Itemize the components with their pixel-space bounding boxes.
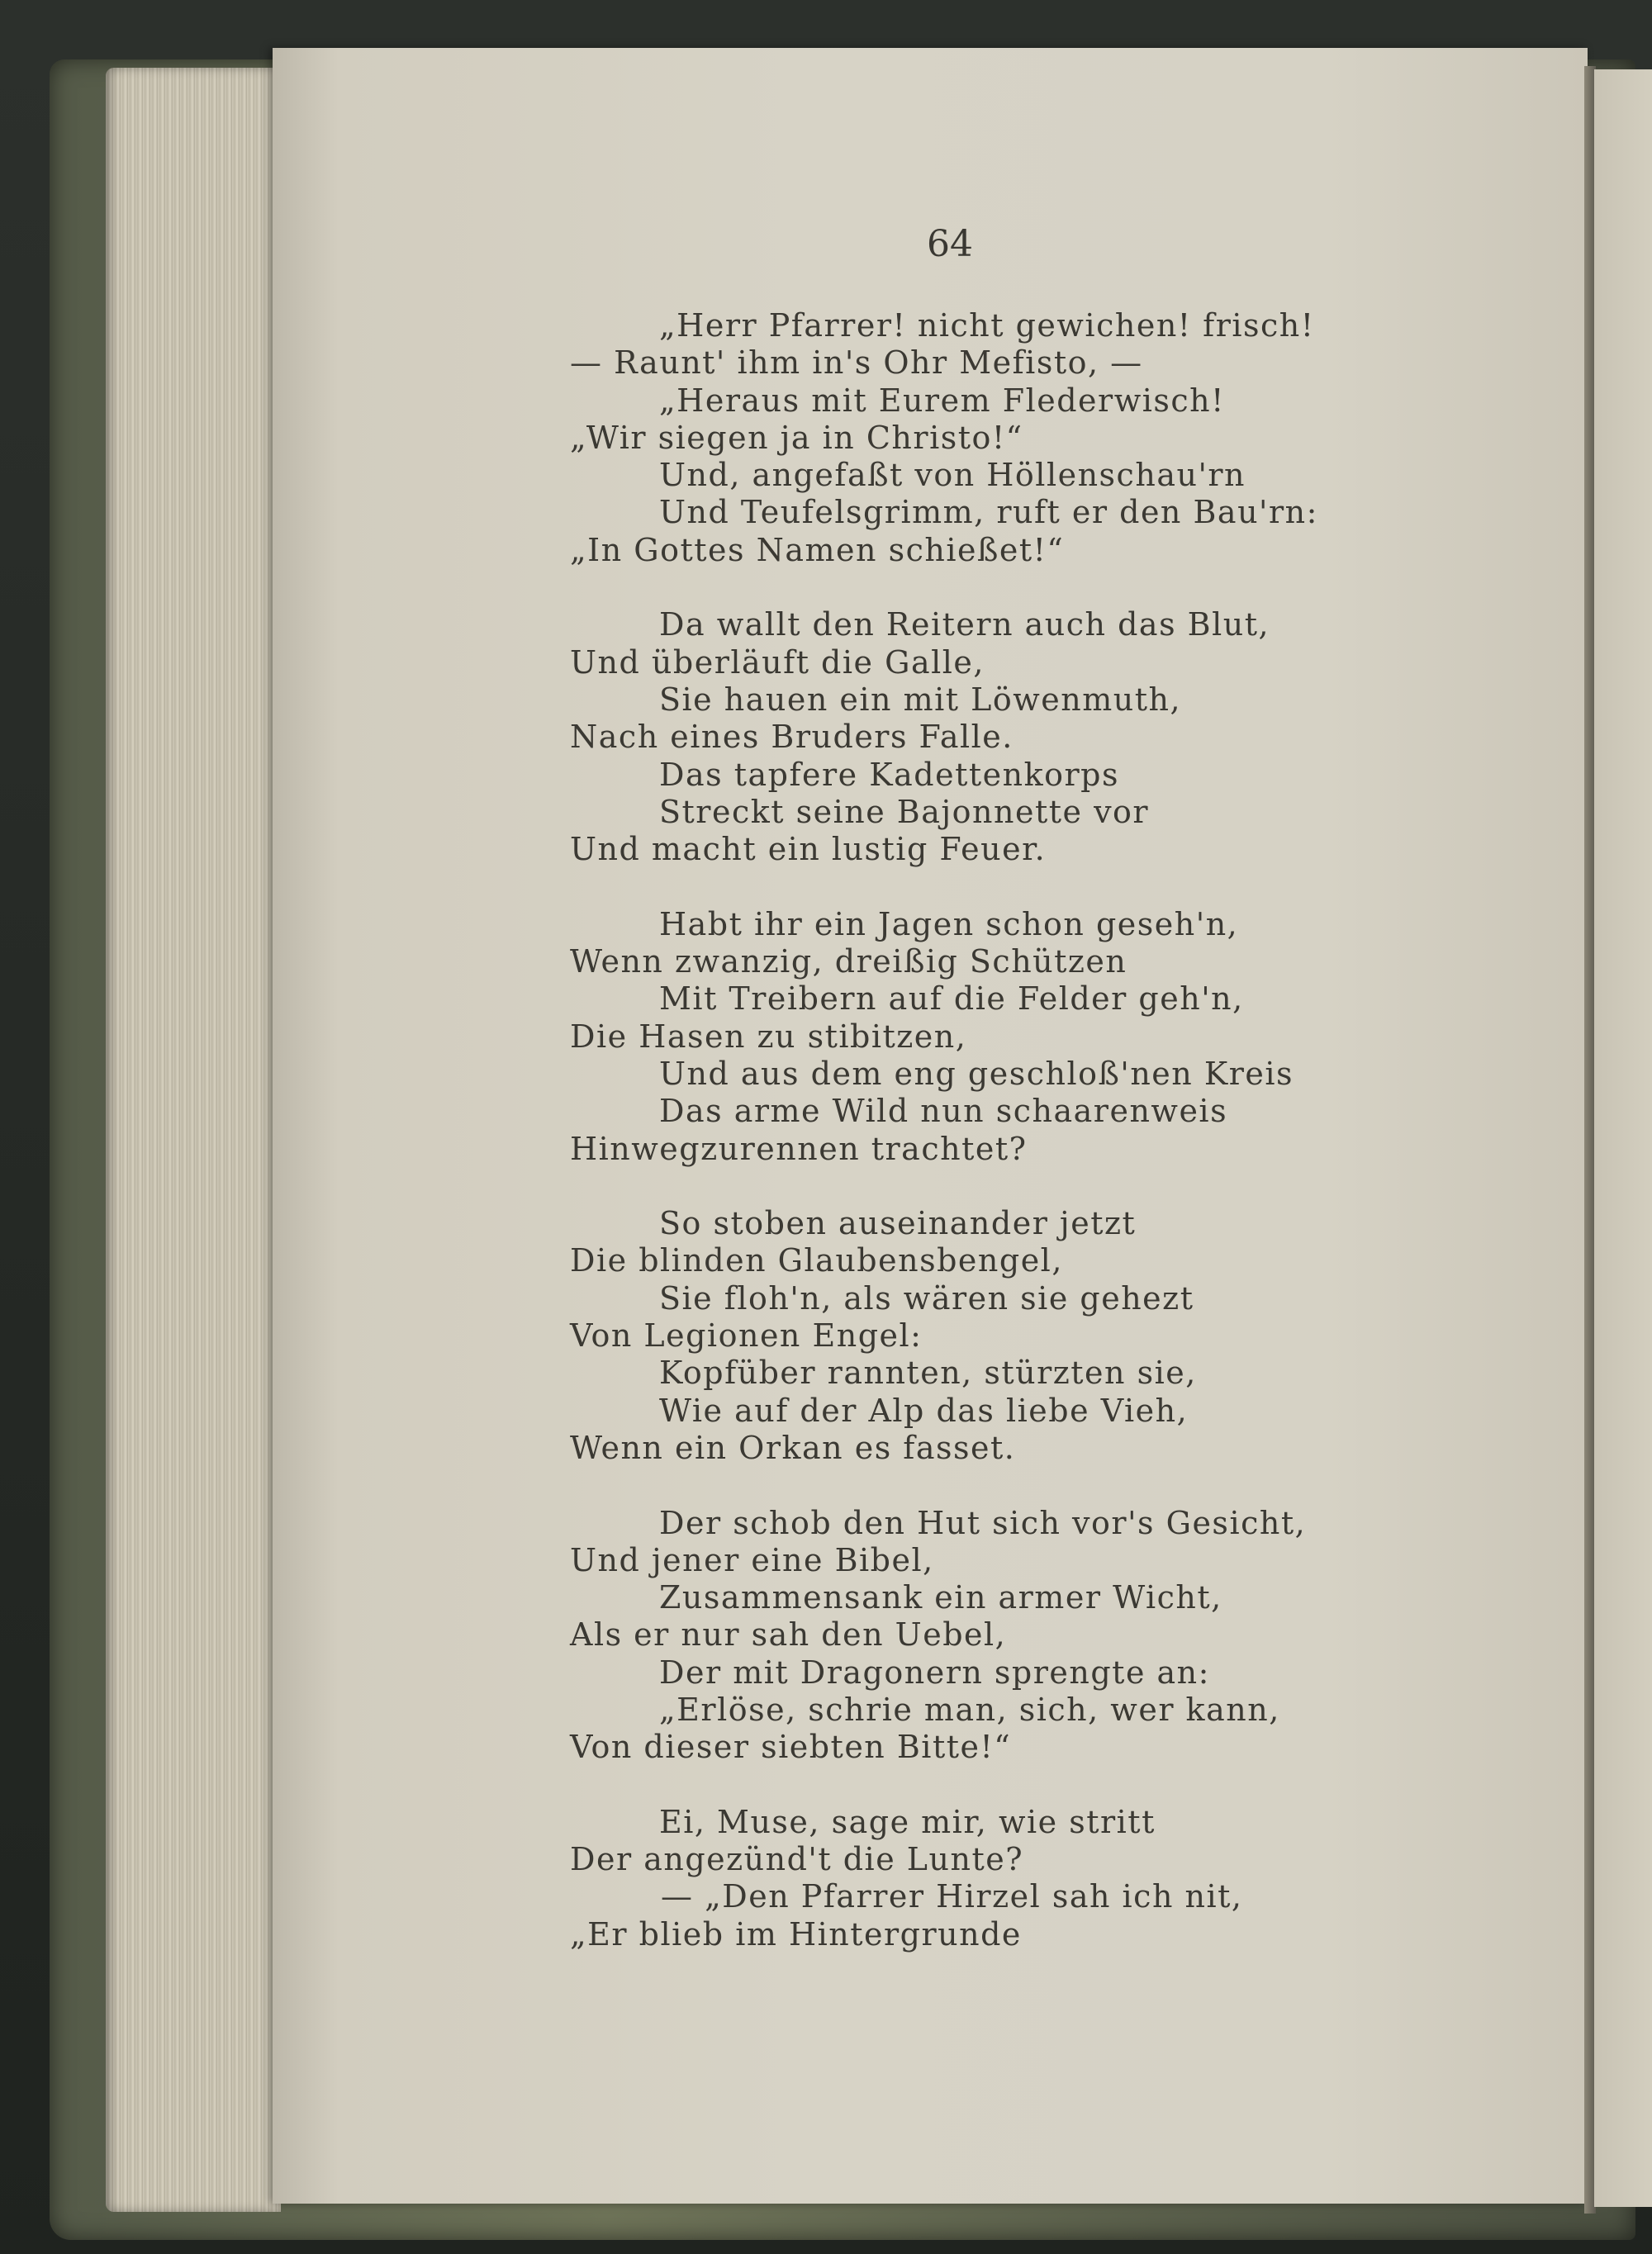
poem-line: „Er blieb im Hintergrunde <box>570 1915 1022 1953</box>
stanza <box>570 1505 1512 1767</box>
poem-line: Und, angefaßt von Höllenschau'rn <box>659 457 1246 494</box>
poem-line: Habt ihr ein Jagen schon geseh'n, <box>659 905 1239 942</box>
poem-line: Da wallt den Reitern auch das Blut, <box>659 606 1270 643</box>
poem-line: Und überläuft die Galle, <box>570 643 985 681</box>
poem-line: Sie hauen ein mit Löwenmuth, <box>659 681 1182 718</box>
poem-line: Kopfüber rannten, stürzten sie, <box>659 1355 1197 1392</box>
stanza-gap <box>570 868 1512 905</box>
facing-page-edge <box>1594 69 1652 2207</box>
poem-text <box>570 307 1512 1953</box>
poem-line: Ei, Muse, sage mir, wie stritt <box>659 1803 1156 1840</box>
poem-line: Von Legionen Engel: <box>570 1317 923 1355</box>
poem-line: Der mit Dragonern sprengte an: <box>659 1654 1210 1691</box>
page-number: 64 <box>927 223 973 265</box>
stanza-gap <box>570 1168 1512 1205</box>
poem-line: „Wir siegen ja in Christo!“ <box>570 419 1023 456</box>
poem-line: Und Teufelsgrimm, ruft er den Bau'rn: <box>659 494 1318 531</box>
poem-line: Hinwegzurennen trachtet? <box>570 1130 1028 1167</box>
poem-line: Von dieser siebten Bitte!“ <box>570 1729 1012 1766</box>
stanza-gap <box>570 569 1512 606</box>
poem-line: — „Den Pfarrer Hirzel sah ich nit, <box>661 1878 1243 1915</box>
poem-line: So stoben auseinander jetzt <box>659 1205 1137 1242</box>
poem-line: Das tapfere Kadettenkorps <box>659 756 1119 793</box>
poem-line: Und aus dem eng geschloß'nen Kreis <box>659 1055 1294 1092</box>
stanza-gap <box>570 1467 1512 1504</box>
poem-line: Als er nur sah den Uebel, <box>570 1616 1007 1654</box>
poem-line: Streckt seine Bajonnette vor <box>659 793 1150 830</box>
stanza <box>570 606 1512 868</box>
stanza <box>570 1205 1512 1467</box>
poem-line: Der angezünd't die Lunte? <box>570 1841 1024 1878</box>
poem-line: Wenn zwanzig, dreißig Schützen <box>570 943 1127 980</box>
poem-line: „Herr Pfarrer! nicht gewichen! frisch! <box>659 307 1315 344</box>
poem-line: Der schob den Hut sich vor's Gesicht, <box>659 1504 1307 1541</box>
poem-line: „In Gottes Namen schießet!“ <box>570 531 1065 568</box>
poem-line: — Raunt' ihm in's Ohr Mefisto, — <box>570 344 1143 382</box>
page-block-edges <box>106 68 281 2212</box>
stanza <box>570 906 1512 1168</box>
poem-line: Die blinden Glaubensbengel, <box>570 1242 1063 1279</box>
poem-line: Nach eines Bruders Falle. <box>570 719 1014 756</box>
poem-line: Die Hasen zu stibitzen, <box>570 1018 967 1055</box>
poem-line: Und jener eine Bibel, <box>570 1541 934 1578</box>
stanza <box>570 307 1512 569</box>
poem-line: Und macht ein lustig Feuer. <box>570 831 1047 868</box>
poem-line: Mit Treibern auf die Felder geh'n, <box>659 980 1244 1018</box>
poem-line: „Heraus mit Eurem Flederwisch! <box>659 382 1225 419</box>
stanza-gap <box>570 1767 1512 1804</box>
poem-line: Zusammensank ein armer Wicht, <box>659 1579 1222 1616</box>
poem-line: „Erlöse, schrie man, sich, wer kann, <box>659 1691 1280 1728</box>
poem-line: Wenn ein Orkan es fasset. <box>570 1429 1016 1466</box>
poem-line: Sie floh'n, als wären sie gehezt <box>659 1279 1194 1317</box>
stanza <box>570 1804 1512 1953</box>
poem-line: Das arme Wild nun schaarenweis <box>659 1093 1228 1130</box>
poem-line: Wie auf der Alp das liebe Vieh, <box>659 1392 1189 1429</box>
